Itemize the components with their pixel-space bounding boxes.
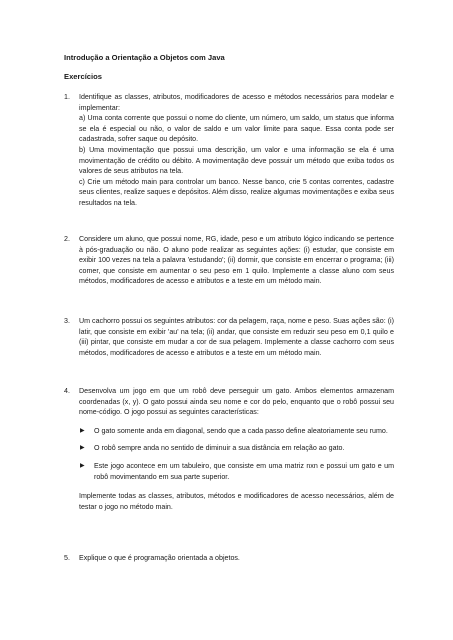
question-number: 2. (64, 235, 70, 243)
bullet-item (79, 461, 394, 482)
question-1-item-a: a) Uma conta corrente que possui o nome do cliente, um número, um saldo, um status que informa se ela é especial ou não, o valor de saldo e um valor limite para saque. Essa conta pode ser cadastrada, sofrer saque ou depósito. (79, 114, 394, 144)
question-4 (64, 386, 394, 512)
question-2 (64, 234, 394, 287)
bullet-item (79, 443, 394, 454)
triangle-bullet-icon: ▶ (80, 462, 85, 469)
question-5-text: Explique o que é programação orientada a objetos. (79, 554, 240, 562)
question-number: 4. (64, 387, 70, 395)
question-number: 1. (64, 93, 70, 101)
question-2-text: Considere um aluno, que possui nome, RG, idade, peso e um atributo lógico indicando se pertence à pós-graduação ou não. O aluno pode realizar as seguintes ações: (i) estudar, que consiste em exibir 100 vezes na tela a palavra 'estudando'; (ii) dormir, que consiste em encerrar o programa; (iii) comer, que consiste em aumentar o seu peso em 1 quilo. Implemente a classe aluno com seus métodos, modificadores de acesso e atributos e a teste em um método main. (79, 235, 394, 286)
question-5 (64, 553, 394, 564)
question-4-outro: Implemente todas as classes, atributos, métodos e modificadores de acesso necessários, além de testar o jogo no método main. (79, 492, 394, 511)
bullet-item (79, 426, 394, 437)
triangle-bullet-icon: ▶ (80, 445, 85, 452)
section-heading: Exercícios (64, 72, 102, 81)
question-4-bullet-list (79, 426, 394, 482)
question-number: 5. (64, 554, 70, 562)
question-number: 3. (64, 317, 70, 325)
bullet-text: O gato somente anda em diagonal, sendo que a cada passo define aleatoriamente seu rumo. (94, 426, 388, 435)
question-1-item-c: c) Crie um método main para controlar um banco. Nesse banco, crie 5 contas correntes, cadastre seus clientes, realize saques e depósitos. Além disso, realize algumas movimentações e exiba seus resultados na tela. (79, 177, 394, 207)
question-1-item-b: b) Uma movimentação que possui uma descrição, um valor e uma informação se ela é uma movimentação de crédito ou débito. A movimentação deve possuir um método que exiba todos os valores de seus atributos na tela. (79, 145, 394, 176)
question-1 (64, 92, 394, 209)
bullet-text: Este jogo acontece em um tabuleiro, que consiste em uma matriz nxn e possui um gato e um robô movimentando em sua parte superior. (94, 461, 394, 481)
document-title: Introdução a Orientação a Objetos com Java (64, 53, 225, 62)
question-3-text: Um cachorro possui os seguintes atributos: cor da pelagem, raça, nome e peso. Suas ações são: (i) latir, que consiste em exibir 'au' na tela; (ii) andar, que consiste em reduzir seu peso em 0,1 quilo e (iii) pintar, que consiste em mudar a cor de sua pelagem. Implemente a classe cachorro com seus métodos, modificadores de acesso e atributos e a teste em um método main. (79, 317, 394, 357)
question-1-intro: Identifique as classes, atributos, modificadores de acesso e métodos necessários para modelar e implementar: (79, 93, 394, 112)
question-4-intro: Desenvolva um jogo em que um robô deve perseguir um gato. Ambos elementos armazenam coordenadas (x, y). O gato possui ainda seu nome e cor do pelo, enquanto que o robô possui seu nome-código. O jogo possui as seguintes características: (79, 387, 394, 417)
question-3 (64, 316, 394, 358)
bullet-text: O robô sempre anda no sentido de diminuir a sua distância em relação ao gato. (94, 444, 345, 453)
triangle-bullet-icon: ▶ (80, 427, 85, 434)
